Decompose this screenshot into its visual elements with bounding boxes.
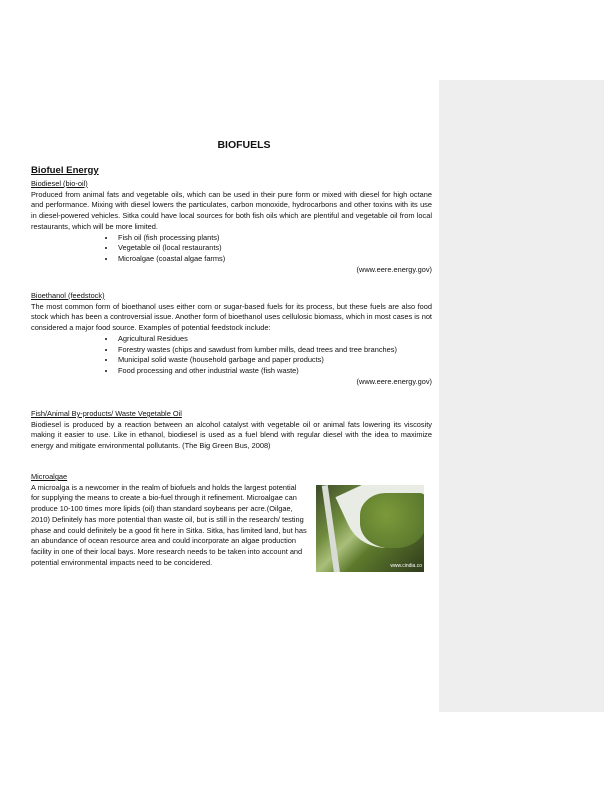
bioethanol-list [31, 334, 432, 377]
microalgae-photo [316, 485, 424, 572]
source-citation: (www.eere.energy.gov) [356, 264, 432, 274]
fish-paragraph: Biodiesel is produced by a reaction between an alcohol catalyst with vegetable oil or animal fats lowering its viscosity making it easier to use. Like in ethanol, biodiesel is used as a fuel blend with regular diesel with the idea to maximize energy and mitigate environmental pollutants. (The Big Green Bus, 2008) [31, 419, 432, 451]
source-citation: (www.eere.energy.gov) [356, 376, 432, 386]
fish-subheading: Fish/Animal By-products/ Waste Vegetable Oil [31, 409, 182, 418]
bioethanol-subheading: Bioethanol (feedstock) [31, 291, 105, 300]
list-item: • Agricultural Residues [116, 334, 432, 345]
microalgae-subheading: Microalgae [31, 472, 68, 481]
biodiesel-list [31, 233, 432, 265]
list-item: • Microalgae (coastal algae farms) [116, 254, 432, 265]
list-item: • Vegetable oil (local restaurants) [116, 243, 432, 254]
bioethanol-paragraph: The most common form of bioethanol uses either corn or sugar-based fuels for its process, but these fuels are also food stock which has been a controversial issue. Another form of bioethanol uses cellulosic biomass, which in most cases is not considered a major food source. Examples of potential feedstock include: [31, 301, 432, 333]
microalgae-paragraph: A microalga is a newcomer in the realm of biofuels and holds the largest potential for supplying the means to create a bio-fuel through it refinement. Microalgae can produce 10-100 times more lipids (oil) than standard soybeans per acre.(Oilgae, 2010) Definitely has more potential than waste oil, but is still in the research/ testing phase and could definitely be a good fit here in Sitka. Sitka, has limited land, but has an abundance of ocean resource area and could incorporate an algae production facility in one of their local bays. More research needs to be taken into account and potential environmental impacts need to be concidered. [31, 482, 307, 567]
bioethanol-section [31, 291, 432, 387]
fish-section [31, 409, 432, 452]
list-item: • Municipal solid waste (household garbage and paper products) [116, 355, 432, 366]
section-heading: Biofuel Energy [31, 165, 99, 176]
biodiesel-subheading: Biodiesel (bio-oil) [31, 179, 88, 188]
comment-pane [439, 80, 604, 712]
list-item: • Food processing and other industrial waste (fish waste) [116, 366, 432, 377]
microalgae-section [31, 472, 307, 568]
photo-watermark: www.cindia.co [390, 563, 422, 569]
list-item: • Fish oil (fish processing plants) [116, 233, 432, 244]
biodiesel-section [31, 179, 432, 275]
page-title: BIOFUELS [217, 139, 271, 151]
photo-algae-liquid [360, 493, 424, 548]
list-item: • Forestry wastes (chips and sawdust from lumber mills, dead trees and tree branches) [116, 345, 432, 356]
biodiesel-paragraph: Produced from animal fats and vegetable oils, which can be used in their pure form or mixed with diesel for high octane and performance. Mixing with diesel lowers the particulates, carbon monoxide, hydrocarbons and other toxins with its use in diesel-powered vehicles. Sitka could have local sources for both fish oils which are plentiful and vegetable oil from local restaurants, which will be more limited. [31, 189, 432, 231]
